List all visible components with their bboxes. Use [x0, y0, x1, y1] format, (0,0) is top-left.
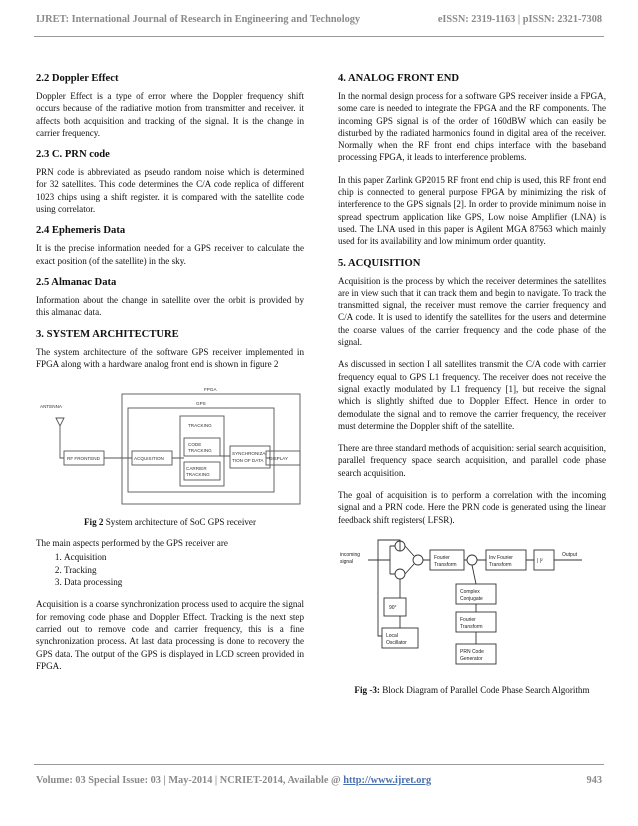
- journal-title: IJRET: International Journal of Research in Engineering and Technology: [36, 14, 361, 25]
- section-text-analog-2: In this paper Zarlink GP2015 RF front end chip is used, this RF front end chip is connected to general purpose FPGA by minimizing the risk of interference to the GPS signals [2]. In order to provide minimum noise in spread spectrum application like GPS, Low noise Amplifier (LNA) is used. The LNA used in this paper is Agilent MGA 87563 which mainly used for its availability and low minimum order quantity.: [338, 174, 606, 247]
- carrier-tracking-label-1: CARRIER: [186, 466, 207, 472]
- antenna-label: ANTENNA: [40, 404, 62, 410]
- gps-label: GPS: [196, 401, 206, 407]
- fourier-label-2a: Fourier: [460, 616, 476, 623]
- section-text-acq-1: Acquisition is the process by which the receiver determines the satellites are in view such that it can track them and begin to navigate. To track the transmitted signal, the receiver must remove the carrier frequency and C/A code. It is used to identify the satellites for the users and determine the coarse values of the carrier frequency and the code phase of the signal.: [338, 275, 606, 348]
- page-number: 943: [586, 775, 602, 786]
- header-rule: [34, 36, 604, 37]
- complex-label-a: Complex: [460, 588, 480, 595]
- fourier-label-1a: Fourier: [434, 554, 450, 561]
- fourier-label-2b: Transform: [460, 623, 483, 630]
- figure-2-caption: [36, 517, 304, 527]
- page-header: [36, 14, 602, 32]
- section-title-prn: 2.3 C. PRN code: [36, 149, 110, 161]
- abs-square-label: | |²: [537, 557, 543, 564]
- section-title-architecture: 3. SYSTEM ARCHITECTURE: [36, 328, 179, 340]
- sync-label-2: TION OF DATA: [232, 458, 264, 464]
- section-text-acq-3: There are three standard methods of acquisition: serial search acquisition, parallel frequency space search acquisition, and parallel code phase search acquisition.: [338, 443, 606, 478]
- page-footer: [36, 775, 602, 786]
- section-title-almanac: 2.5 Almanac Data: [36, 276, 117, 288]
- right-column: [338, 73, 606, 705]
- output-label: Output: [562, 551, 578, 558]
- section-text-ephemeris: It is the precise information needed for a GPS receiver to calculate the exact position (of the satellite) in the sky.: [36, 243, 304, 266]
- list-item: 2. Tracking: [64, 564, 304, 576]
- acquisition-label: ACQUISITION: [134, 456, 164, 462]
- tracking-label: TRACKING: [188, 423, 212, 429]
- code-tracking-label-1: CODE: [188, 442, 202, 448]
- figure-3-diagram: [338, 536, 606, 676]
- sync-label-1: SYNCHRONIZA-: [232, 451, 267, 457]
- figure-2-caption-text: System architecture of SoC GPS receiver: [103, 517, 256, 528]
- multiplier-mid: [467, 555, 477, 565]
- incoming-label-1: incoming: [340, 551, 361, 558]
- journal-link[interactable]: http://www.ijret.org: [343, 775, 432, 786]
- rf-frontend-label: RF FRONTEND: [67, 456, 100, 462]
- carrier-tracking-box: [184, 462, 220, 480]
- figure-3-caption-text: Block Diagram of Parallel Code Phase Search Algorithm: [379, 684, 590, 695]
- section-title-acquisition: 5. ACQUISITION: [338, 257, 421, 269]
- figure-3-label: Fig -3:: [354, 684, 380, 695]
- code-tracking-label-2: TRACKING: [188, 448, 212, 454]
- antenna-symbol: [56, 418, 64, 458]
- section-text-doppler: Doppler Effect is a type of error where the Doppler frequency shift occurs because of the radiative motion from transmitter and receiver. it affects both acquisition and tracking of the signal. It is the change in carrier frequency.: [36, 91, 304, 138]
- section-text-acq-2: As discussed in section I all satellites transmit the C/A code with carrier frequency equal to GPS L1 frequency. The receiver does not receive the signal exactly modulated by L1 frequency [1], but receive the signal which is slightly shifted due to Doppler Effect. Hence in order to demodulate the signal and to remove the carrier frequency, the receiver must determine the Doppler shift of the satellite.: [338, 359, 606, 431]
- left-column: [36, 73, 304, 682]
- section-title-doppler: 2.2 Doppler Effect: [36, 73, 119, 84]
- footer-text: Volume: 03 Special Issue: 03 | May-2014 | NCRIET-2014, Available @: [36, 775, 344, 786]
- fpga-label: FPGA: [204, 387, 217, 393]
- list-item: 1. Acquisition: [64, 551, 304, 563]
- section-title-ephemeris: 2.4 Ephemeris Data: [36, 225, 126, 237]
- sync-box: [230, 446, 270, 468]
- section-text-prn: PRN code is abbreviated as pseudo random noise which is determined for 32 satellites. This code determines the C/A code replica of different 1023 chips using a shift register. it is compared with the satellite code using correlator.: [36, 167, 304, 215]
- issn: eISSN: 2319-1163 | pISSN: 2321-7308: [437, 14, 602, 25]
- adder: [413, 555, 423, 565]
- figure-2-label: Fig 2: [84, 517, 104, 528]
- multiplier-bottom: [395, 569, 405, 579]
- aspects-list: [36, 551, 304, 588]
- figure-3-caption: [338, 685, 606, 695]
- fourier-label-1b: Transform: [434, 561, 457, 568]
- aspects-intro: The main aspects performed by the GPS receiver are: [36, 538, 228, 549]
- inv-fourier-label-b: Transform: [489, 561, 512, 568]
- inv-fourier-label-a: Inv Fourier: [489, 554, 513, 561]
- incoming-label-2: signal: [340, 558, 354, 565]
- section-text-analog-1: In the normal design process for a software GPS receiver inside a FPGA, some care is needed to integrate the FPGA and the RF components. The incoming GPS signal is of the order of 160dBW which can easily be disturbed by the radiated harmonics found in digital area of the receiver. Normally when the RF front end chips interface with the baseband processing FPGA, it leads to interference problems.: [338, 91, 606, 163]
- figure-2-diagram: [36, 380, 304, 508]
- prn-label-a: PRN Code: [460, 648, 484, 655]
- prn-label-b: Generator: [460, 655, 483, 662]
- code-tracking-box: [184, 438, 220, 456]
- section-title-analog: 4. ANALOG FRONT END: [338, 73, 460, 84]
- section-text-architecture: The system architecture of the software GPS receiver implemented in FPGA along with a hardware analog front end is shown in figure 2: [36, 346, 304, 369]
- complex-label-b: Conjugate: [460, 595, 483, 602]
- list-item: 3. Data processing: [64, 576, 304, 588]
- section-text-almanac: Information about the change in satellite over the orbit is provided by this almanac data.: [36, 294, 304, 318]
- oscillator-label-b: Oscillator: [386, 639, 407, 646]
- acquisition-paragraph: Acquisition is a coarse synchronization process used to acquire the signal for removing code phase and Doppler Effect. Tracking is the next step carried out to remove code and carrier frequency, this is a fine synchronization process. At last data processing is done to recovery the GPS data. The output of the GPS is displayed in LCD screen provided in FPGA.: [36, 599, 304, 671]
- carrier-tracking-label-2: TRACKING: [186, 472, 210, 478]
- footer-rule: [34, 764, 604, 765]
- oscillator-label-a: Local: [386, 632, 398, 639]
- section-text-acq-4: The goal of acquisition is to perform a correlation with the incoming signal and a PRN code. Here the PRN code is generated using the linear feedback shift registers( LFSR).: [338, 490, 606, 525]
- display-label: DISPLAY: [269, 456, 289, 462]
- deg90-label: 90°: [389, 604, 397, 611]
